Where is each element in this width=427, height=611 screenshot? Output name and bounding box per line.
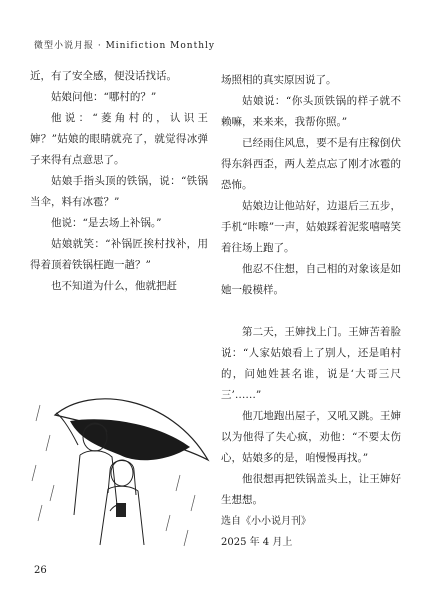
paragraph: 姑娘就笑：“补锅匠挨村找补，用得着顶着铁锅枉跑一趟？” [30,238,208,271]
left-column [30,66,208,297]
paragraph: 已经雨住风息，要不是有庄稼倒伏得东斜西歪，两人差点忘了刚才冰雹的恐怖。 [221,137,401,191]
paragraph: 他说：“菱角村的，认识王婶？”姑娘的眼睛就亮了，就觉得冰弹子来得有点意思了。 [30,112,208,166]
paragraph: 场照相的真实原因说了。 [221,74,337,86]
paragraph: 他兀地跑出屋子，又吼又跳。王婶以为他得了失心疯，劝他：“不要太伤心，姑娘多的是，咱慢慢再找。” [221,410,401,464]
paragraph: 也不知道为什么，他就把赶 [51,280,177,292]
paragraph: 他说：“是去场上补锅。” [51,217,162,229]
paragraph: 他很想再把铁锅盖头上，让王婶好生想想。 [221,473,401,506]
illustration-couple-under-wok [30,385,220,550]
magazine-header: 微型小说月报 · Minifiction Monthly [34,41,215,51]
paragraph: 姑娘说：“你头顶铁锅的样子就不赖嘛，来来来，我帮你照。” [221,95,401,128]
paragraph: 姑娘手指头顶的铁锅，说：“铁锅当伞，料有冰雹？” [30,175,208,208]
right-column [221,70,401,553]
paragraph: 姑娘问他：“哪村的？” [51,91,157,103]
paragraph: 他忍不住想，自己相的对象该是如她一般模样。 [221,263,401,296]
page-number: 26 [34,565,47,576]
source-credit: 选自《小小说月刊》 [221,516,311,527]
paragraph: 姑娘边让他站好，边退后三五步，手机“咔嚓”一声，姑娘踩着泥浆嘻嘻笑着往场上跑了。 [221,200,401,254]
paragraph: 近，有了安全感，便没话找话。 [30,70,177,82]
issue-date: 2025 年 4 月上 [221,537,293,548]
paragraph: 第二天，王婶找上门。王婶苦着脸说：“人家姑娘看上了别人，还是咱村的，问她姓甚名谁，说是‘大哥三尺三’……” [221,326,401,401]
